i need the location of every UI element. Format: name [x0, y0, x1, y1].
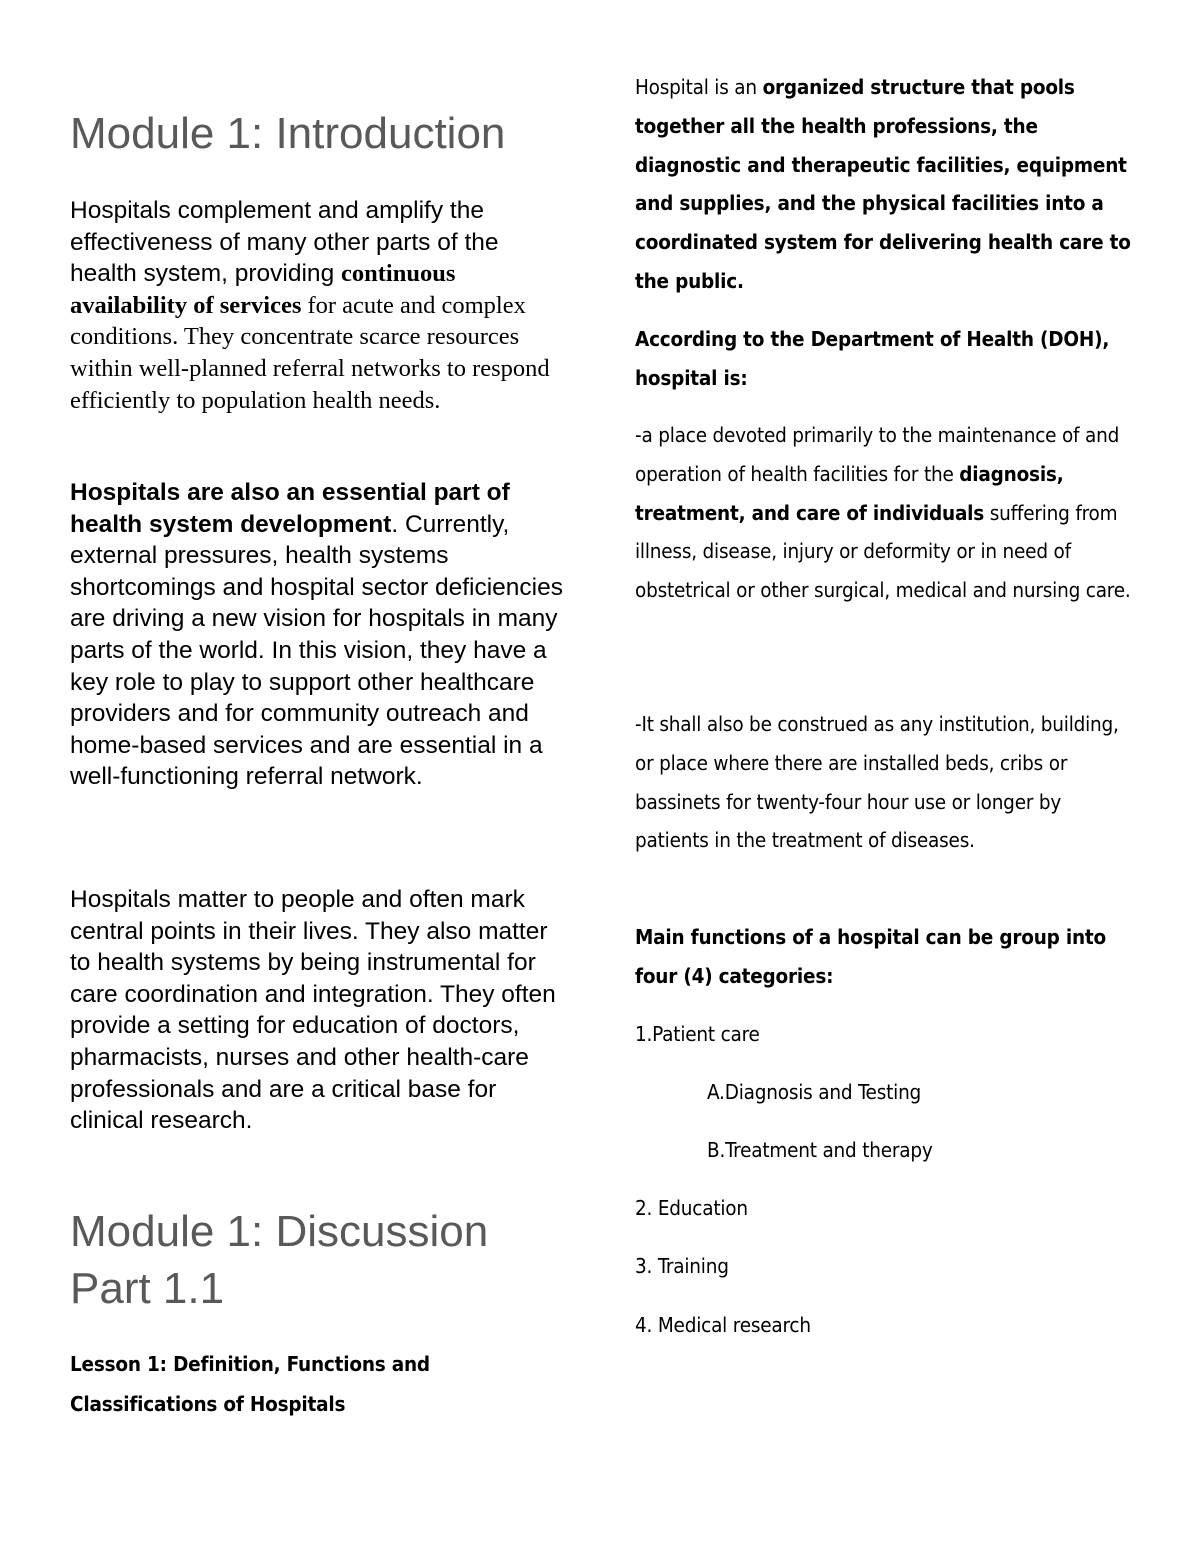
doh-definition-2: -It shall also be construed as any institution, building, or place where there are installed beds, cribs or bassinets for twenty-four hour use or longer by patients in the treatment of diseases. [635, 712, 1119, 853]
doh-heading: According to the Department of Health (DOH), hospital is: [635, 327, 1110, 390]
definition-text-bold: organized structure that pools together all the health professions, the diagnostic and therapeutic facilities, equipment and supplies, and the physical facilities into a coordinated system for delivering health care to the public. [635, 75, 1131, 293]
intro-text-c: for acute and complex conditions. They concentrate scarce resources within well-planned referral networks to respond efficiently to population health needs. [70, 291, 550, 414]
doh-definition-1 [635, 416, 1135, 610]
development-bold: Hospitals are also an essential part of health system development [70, 479, 510, 538]
list-item: 4. Medical research [635, 1313, 811, 1337]
list-item: 3. Training [635, 1254, 729, 1278]
hospital-definition [635, 68, 1135, 301]
list-item: A.Diagnosis and Testing [707, 1080, 922, 1104]
list-item: 2. Education [635, 1196, 748, 1220]
intro-text-a: Hospitals complement and amplify the effectiveness of many other parts of the health system, providing [70, 197, 499, 288]
list-item: 1.Patient care [635, 1022, 760, 1046]
matter-paragraph: Hospitals matter to people and often mark central points in their lives. They also matter to health systems by being instrumental for care coordination and integration. They often provide a setting for education of doctors, pharmacists, nurses and other health-care professionals and are a critical base for clinical research. [70, 886, 556, 1135]
lesson-title: Lesson 1: Definition, Functions and Classifications of Hospitals [70, 1352, 430, 1416]
intro-text-bold: continuous availability of services [70, 260, 456, 319]
development-paragraph [70, 477, 570, 793]
doh-text-c: suffering from illness, disease, injury or deformity or in need of obstetrical or other surgical, medical and nursing care. [635, 500, 1131, 603]
module-discussion-heading: Module 1: Discussion Part 1.1 [70, 1207, 489, 1313]
doh-text-bold: diagnosis, treatment, and care of individuals [635, 461, 1064, 525]
module-intro-heading: Module 1: Introduction [70, 109, 506, 158]
doh-text-a: -a place devoted primarily to the maintenance of and operation of health facilities for the [635, 423, 1120, 486]
intro-paragraph [70, 195, 570, 416]
list-item: B.Treatment and therapy [707, 1138, 933, 1162]
functions-heading: Main functions of a hospital can be group into four (4) categories: [635, 925, 1106, 988]
definition-text-a: Hospital is an [635, 75, 763, 99]
development-rest: . Currently, external pressures, health systems shortcomings and hospital sector deficiencies are driving a new vision for hospitals in many parts of the world. In this vision, they have a key role to play to support other healthcare providers and for community outreach and home-based services and are essential in a well-functioning referral network. [70, 510, 563, 791]
